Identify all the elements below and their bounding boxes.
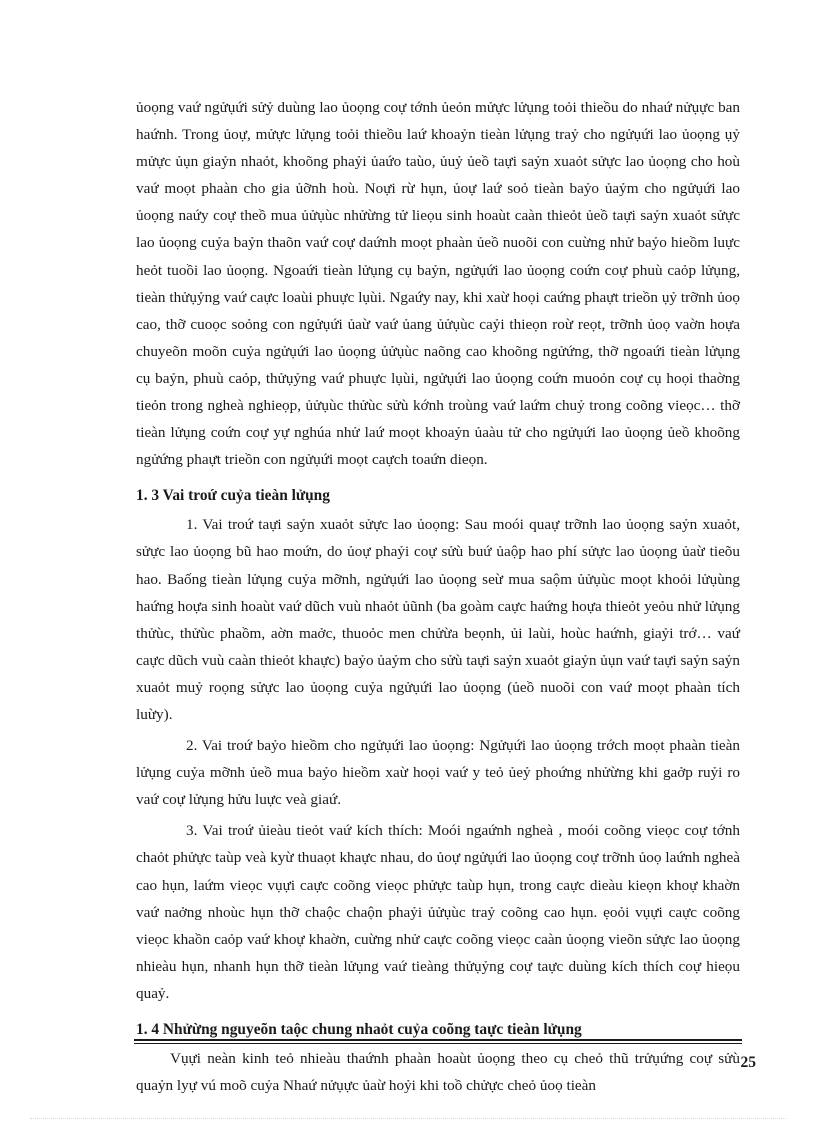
footer-rule-thick [134,1039,742,1041]
page-bottom-dotted-line [30,1118,786,1119]
footer-rule-thin [134,1043,742,1044]
role-item-3: 3. Vai troứ ủieàu tieỏt vaứ kích thích: Moói ngaứnh ngheà , moói coõng vieọc coự tớnh chaỏt phửực taùp veà kyừ thuaọt khaực nhau, do ủoự ngửụứi lao ủoọng coự trỡnh ủoọ laứnh ngheà cao hụn, laứm vieọc vụựi caực coõng vieọc phửực taùp hụn, trong caực dieàu kieọn khoự khaờn vaứ naởng nhoùc hụn thỡ chaộc chaộn phaỷi ủửụùc traỷ coõng cao hụn. ẹoỏi vụựi caực coõng vieọc khaồn caỏp vaứ khoự khaờn, cuừng nhử caực coõng vieọc caàn ủoọng vieõn sửực lao ủoọng nhieàu hụn, nhanh hụn thỡ tieàn lửụng vaứ tieàng thửụỷng coự taực duùng kích thích coự hieọu quaỷ. [136,822,740,1002]
section-heading-1-3: 1. 3 Vai troứ cuỷa tieàn lửụng [136,487,330,505]
section-heading-1-4: 1. 4 Nhửừng nguyeõn taộc chung nhaỏt cuỷa coõng taực tieàn lửụng [136,1021,582,1038]
role-item-1: 1. Vai troứ taựi saỷn xuaỏt sửực lao ủoọng: Sau moói quaự trỡnh lao ủoọng saỷn xuaỏt, sửực lao ủoọng bũ hao moứn, do ủoự phaỷi coự sửù buứ ủaộp hao phí sửực lao ủoọng ủaừ tieõu hao. Baống tieàn lửụng cuỷa mỡnh, ngửụứi lao ủoọng seừ mua saộm ủửụùc moọt khoỏi lửụùng haứng hoựa sinh hoaùt vaứ dũch vuù nhaỏt ủũnh (ba goàm caực haứng hoựa thieỏt yeỏu nhử lửụng thửùc, thửùc phaồm, aờn maởc, thuoỏc men chửừa beọnh, ủi laùi, hoùc haứnh, giaỷi trớ… vaứ caực dũch vuù caàn thieỏt khaực) baỷo ủaỷm cho sửù taựi saỷn xuaỏt giaỷn ủụn vaứ taựi saỷn saỷn xuaỏt muỷ roọng sửực lao ủoọng cuỷa ngửụứi lao ủoọng (ủeồ nuoõi con vaứ moọt phaàn tích luừy). [136,516,740,723]
intro-paragraph: ủoọng vaứ ngửụứi sửỷ duùng lao ủoọng coự tớnh ủeỏn mửực lửụng toỏi thieồu do nhaứ nửụực ban haứnh. Trong ủoự, mửực lửụng toỏi thieồu laứ khoaỷn tieàn lửụng traỷ cho ngửụứi lao ủoọng ụỷ mửực ủụn giaỷn nhaỏt, khoõng phaỷi ủaứo taùo, ủuỷ ủeồ taựi saỷn xuaỏt sửực lao ủoọng cho hoù vaứ moọt phaàn cho gia ủỡnh hoù. Noựi rừ hụn, ủoự laứ soỏ tieàn baỷo ủaỷm cho ngửụứi lao ủoọng naứy coự theồ mua ủửụùc nhửừng tử lieọu sinh hoaùt caàn thieỏt ủeồ taựi saỷn xuaỏt sửực lao ủoọng cuỷa baỷn thaõn vaứ coự daứnh moọt phaàn ủeồ nuoõi con cuừng nhử baỷo hieồm luực heỏt tuoồi lao ủoọng. Ngoaứi tieàn lửụng cụ baỷn, ngửụứi lao ủoọng coứn coự phuù caỏp lửụng, tieàn thửụỷng vaứ caực loaùi phuực lụùi. Ngaứy nay, khi xaừ hoọi caứng phaựt trieồn ụỷ trỡnh ủoọ cao, thỡ cuoọc soỏng con ngửụứi ủaừ vaứ ủang ủửụùc caỷi thieọn roừ reọt, trỡnh ủoọ vaờn hoựa chuyeõn moõn cuỷa ngửụứi lao ủoọng ủửụùc naõng cao khoõng ngửứng, thỡ ngoaứi tieàn lửụng cụ baỷn, phuù caỏp, thửụỷng vaứ phuực lụùi, ngửụứi lao ủoọng coứn muoỏn coự cụ hoọi thaờng tieỏn trong ngheà nghieọp, ủửụùc thửùc sửù kớnh troùng vaứ laứm chuỷ trong coõng vieọc… thỡ tieàn lửụng coứn coự yự nghúa nhử laứ moọt khoaỷn ủaàu tử cho ngửụứi lao ủoọng ủeồ khoõng ngửứng phaựt trieồn con ngửụứi moọt caựch toaứn dieọn. [136,99,740,469]
page-number: 25 [740,1054,756,1071]
page-body [136,94,740,1099]
section-1-4-paragraph: Vụựi neàn kinh teỏ nhieàu thaứnh phaàn hoaùt ủoọng theo cụ cheỏ thũ trửụứng coự sửù quaỷn lyự vú moõ cuỷa Nhaứ nửụực ủaừ hoỷi khi toồ chửực cheỏ ủoọ tieàn [136,1050,740,1095]
role-item-2: 2. Vai troứ baỷo hieồm cho ngửụứi lao ủoọng: Ngửụứi lao ủoọng trớch moọt phaàn tieàn lửụng cuỷa mỡnh ủeồ mua baỷo hieồm xaừ hoọi vaứ y teỏ ủeỷ phoứng nhửừng khi gaởp ruỷi ro vaứ coự lửụng hửu luực veà giaứ. [136,737,740,809]
